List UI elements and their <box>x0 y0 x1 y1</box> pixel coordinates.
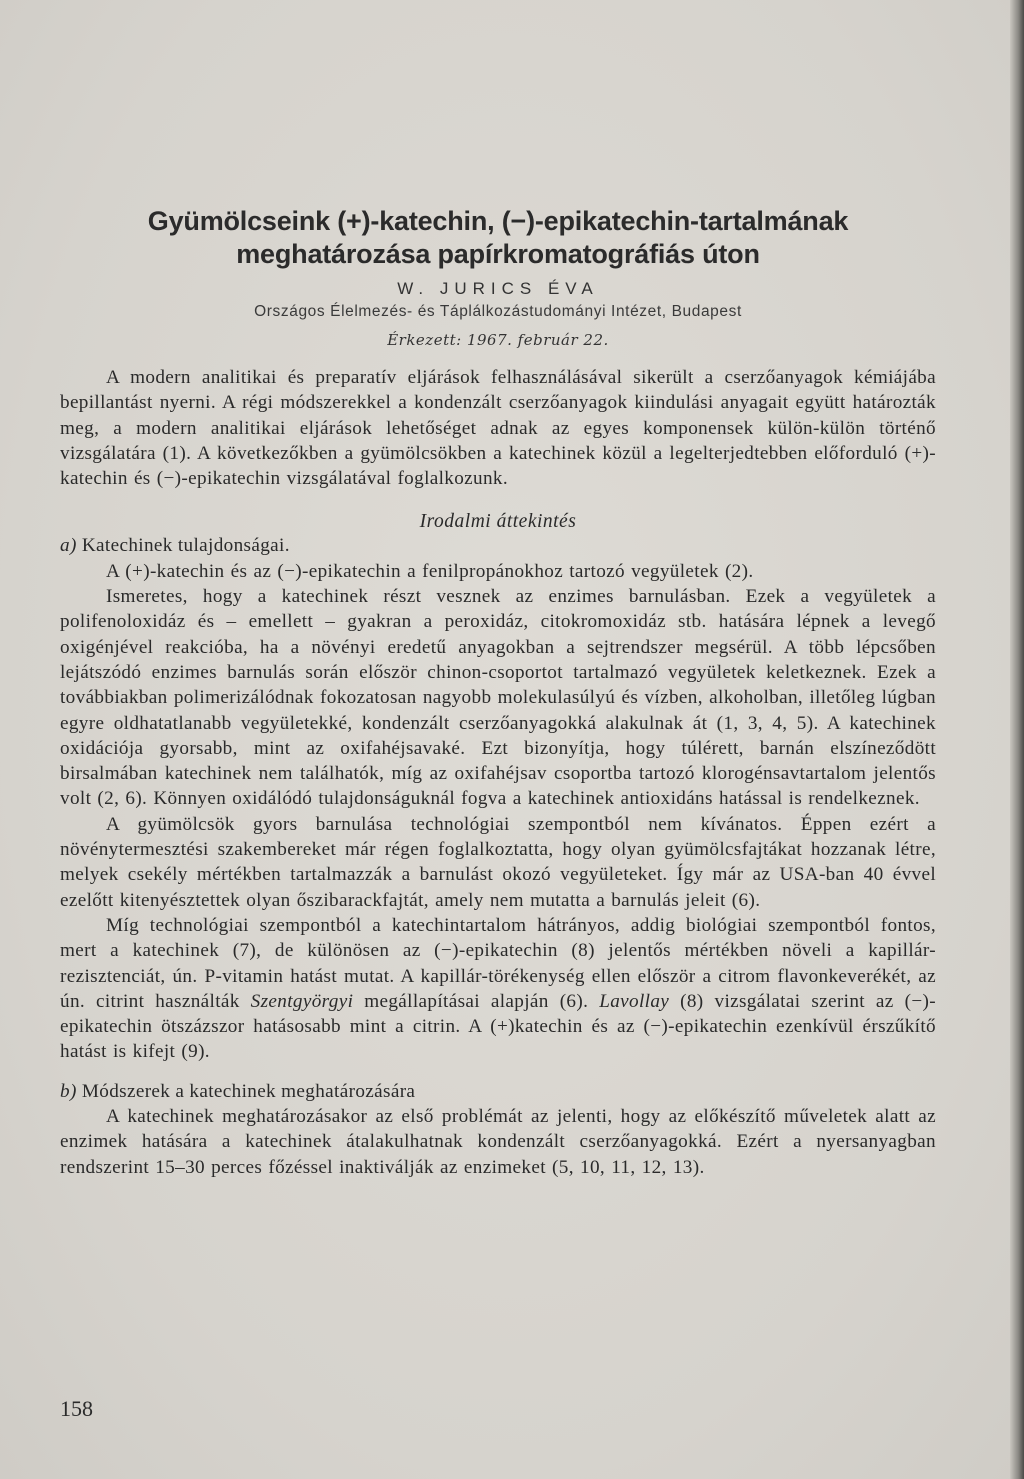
subsection-a-text: Katechinek tulajdonságai. <box>81 535 290 557</box>
paragraph-1: A (+)-katechin és az (−)-epikatechin a fenilpropánokhoz tartozó vegyületek (2). <box>106 560 754 582</box>
name-szentgyorgyi: Szentgyörgyi <box>250 990 354 1012</box>
paragraph-2: Ismeretes, hogy a katechinek részt vesznek az enzimes barnulásban. Ezek a vegyületek a polifenoloxidáz és – emellett – gyakran a peroxidáz, citokromoxidáz stb. hatására lépnek a levegő oxigénjével reakcióba, ha a növényi eredetű anyagokban a sejtrendszer megsérül. A több lépcsőben lejátszódó enzimes barnulás során először chinon-csoportot tartalmazó vegyületek keletkeznek. Ezek a továbbiakban polimerizálódnak fokozatosan nagyobb molekulasúlyú és vízben, alkoholban, illetőleg lúgban egyre oldhatatlanabb vegyületekké, kondenzált cserzőanyagokká alakulnak át (1, 3, 4, 5). A katechinek oxidációja gyorsabb, mint az oxifahéjsavaké. Ezt bizonyítja, hogy túlérett, barnán elszíneződött birsalmában katechinek nem találhatók, míg az oxifahéjsav csoportba tartozó klorogénsavtartalom jelentős volt (2, 6). Könnyen oxidálódó tulajdonságuknál fogva a katechinek antioxidáns hatással is rendelkeznek. <box>60 586 936 810</box>
paragraph-4-part-a: Míg technológiai szempontból a katechintartalom hátrányos, addig biológiai szempontból fontos, mert a katechinek (7), de különösen az (−)-epikatechin (8) jelentős mértékben növeli a kapillár-rezisztenciát, ún. P-vitamin hatást mutat. A kapillár-törékenység ellen először a citrom flavonkeverékét, az ún. citrint használták <box>60 914 936 1012</box>
paragraph-5: A katechinek meghatározásakor az első problémát az jelenti, hogy az előkészítő műveletek alatt az enzimek hatására a katechinek átalakulhatnak kondenzált cserzőanyagokká. Ezért a nyersanyagban rendszerint 15–30 perces főzéssel inaktiválják az enzimeket (5, 10, 11, 12, 13). <box>60 1106 936 1178</box>
name-lavollay: Lavollay <box>599 990 670 1012</box>
paragraph-4-part-b: megállapításai alapján (6). <box>353 990 600 1012</box>
intro-paragraph: A modern analitikai és preparatív eljárások felhasználásával sikerült a cserzőanyagok kémiájába bepillantást nyerni. A régi módszerekkel a kondenzált cserzőanyagok kiindulási anyagait együtt határozták meg, a modern analitikai eljárások lehetőséget adnak az egyes komponensek külön-külön történő vizsgálatára (1). A következőkben a gyümölcsökben a katechinek közül a legelterjedtebben előforduló (+)-katechin és (−)-epikatechin vizsgálatával foglalkozunk. <box>60 367 936 490</box>
page-edge-shadow <box>1010 0 1024 1479</box>
received-date: Érkezett: 1967. február 22. <box>387 331 609 349</box>
subsection-b-text: Módszerek a katechinek meghatározására <box>81 1080 416 1102</box>
title-line-1: Gyümölcseink (+)-katechin, (−)-epikatechin-tartalmának <box>147 206 849 236</box>
title-line-2: meghatározása papírkromatográfiás úton <box>236 239 760 269</box>
subsection-b-heading <box>60 1079 936 1104</box>
paragraph-4 <box>60 913 936 1065</box>
paragraph-3: A gyümölcsök gyors barnulása technológiai szempontból nem kívánatos. Éppen ezért a növénytermesztési szakembereket már régen foglalkoztatta, hogy olyan gyümölcsfajtákat hozzanak létre, melyek csekély mértékben tartalmazzák a barnulást okozó vegyületeket. Így már az USA-ban 40 évvel ezelőtt kitenyésztettek olyan őszibarackfajtát, amely nem mutatta a barnulás jeleit (6). <box>60 813 936 911</box>
article-title <box>60 205 936 271</box>
subsection-a-heading <box>60 533 936 558</box>
article-content <box>60 205 936 1180</box>
page-number: 158 <box>60 1396 93 1421</box>
paragraph-4-part-c: (8) vizsgálatai szerint az (−)-epikatechin ötszázszor hatásosabb mint a citrin. A (+)katechin és az (−)-epikatechin ezenkívül érszűkítő hatást is kifejt (9). <box>60 990 936 1063</box>
section-heading: Irodalmi áttekintés <box>419 511 577 533</box>
subsection-b-label: b) <box>60 1080 77 1102</box>
author: W. JURICS ÉVA <box>397 279 599 298</box>
subsection-a-label: a) <box>60 535 77 557</box>
affiliation: Országos Élelmezés- és Táplálkozástudományi Intézet, Budapest <box>254 303 742 320</box>
